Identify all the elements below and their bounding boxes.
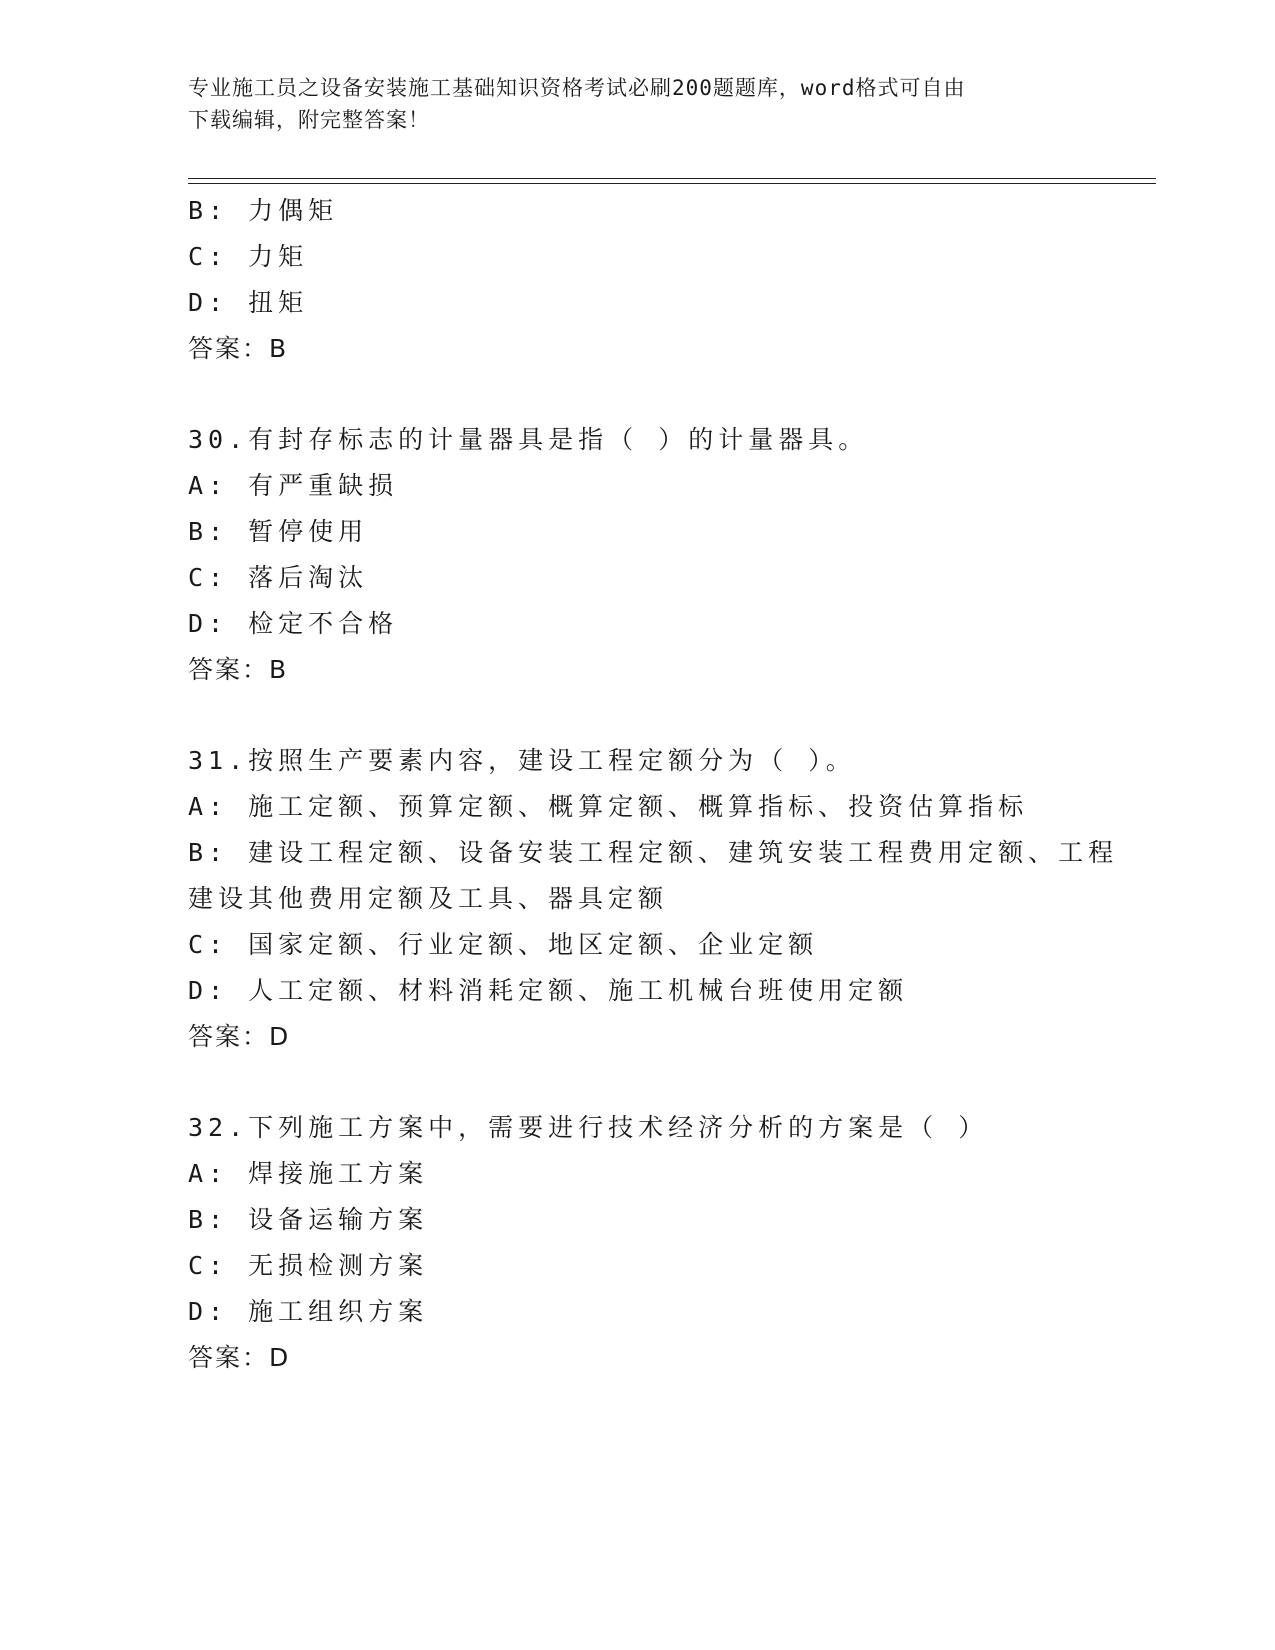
question-31-block xyxy=(188,738,1119,1060)
spacer xyxy=(188,1060,1088,1105)
question-32-block xyxy=(188,1105,1088,1381)
question-list xyxy=(188,188,1119,1381)
header-line-2: 下载编辑，附完整答案！ xyxy=(188,108,430,132)
q30-option-c: C: 落后淘汰 xyxy=(188,563,369,592)
q29-answer: 答案：B xyxy=(188,334,289,363)
q30-option-a: A: 有严重缺损 xyxy=(188,471,399,500)
q32-option-a: A: 焊接施工方案 xyxy=(188,1159,429,1188)
question-30-block xyxy=(188,417,1088,693)
q32-question: 32.下列施工方案中，需要进行技术经济分析的方案是（ ） xyxy=(188,1113,989,1142)
q32-option-d: D: 施工组织方案 xyxy=(188,1297,429,1326)
document-header xyxy=(188,72,1068,136)
q29-option-b: B: 力偶矩 xyxy=(188,196,339,225)
q32-option-c: C: 无损检测方案 xyxy=(188,1251,429,1280)
q32-option-b: B: 设备运输方案 xyxy=(188,1205,429,1234)
q31-option-d: D: 人工定额、材料消耗定额、施工机械台班使用定额 xyxy=(188,976,909,1005)
q31-option-b-line-1: B: 建设工程定额、设备安装工程定额、建筑安装工程费用定额、工程 xyxy=(188,838,1119,867)
q29-option-c: C: 力矩 xyxy=(188,242,309,271)
header-line-1: 专业施工员之设备安装施工基础知识资格考试必刷200题题库，word格式可自由 xyxy=(188,76,966,100)
q31-answer: 答案：D xyxy=(188,1022,291,1051)
spacer xyxy=(188,693,1088,738)
q30-question: 30.有封存标志的计量器具是指（ ）的计量器具。 xyxy=(188,425,869,454)
q30-option-b: B: 暂停使用 xyxy=(188,517,369,546)
q31-option-b-line-2: 建设其他费用定额及工具、器具定额 xyxy=(188,884,669,913)
q31-option-c: C: 国家定额、行业定额、地区定额、企业定额 xyxy=(188,930,819,959)
question-29-block xyxy=(188,188,1088,372)
q29-option-d: D: 扭矩 xyxy=(188,288,309,317)
q30-answer: 答案：B xyxy=(188,655,289,684)
q32-answer: 答案：D xyxy=(188,1343,291,1372)
q31-question: 31.按照生产要素内容，建设工程定额分为（ ）。 xyxy=(188,746,856,775)
spacer xyxy=(188,372,1088,417)
header-divider-bottom xyxy=(188,183,1156,184)
header-divider-top xyxy=(188,178,1156,179)
q30-option-d: D: 检定不合格 xyxy=(188,609,399,638)
q31-option-a: A: 施工定额、预算定额、概算定额、概算指标、投资估算指标 xyxy=(188,792,1029,821)
